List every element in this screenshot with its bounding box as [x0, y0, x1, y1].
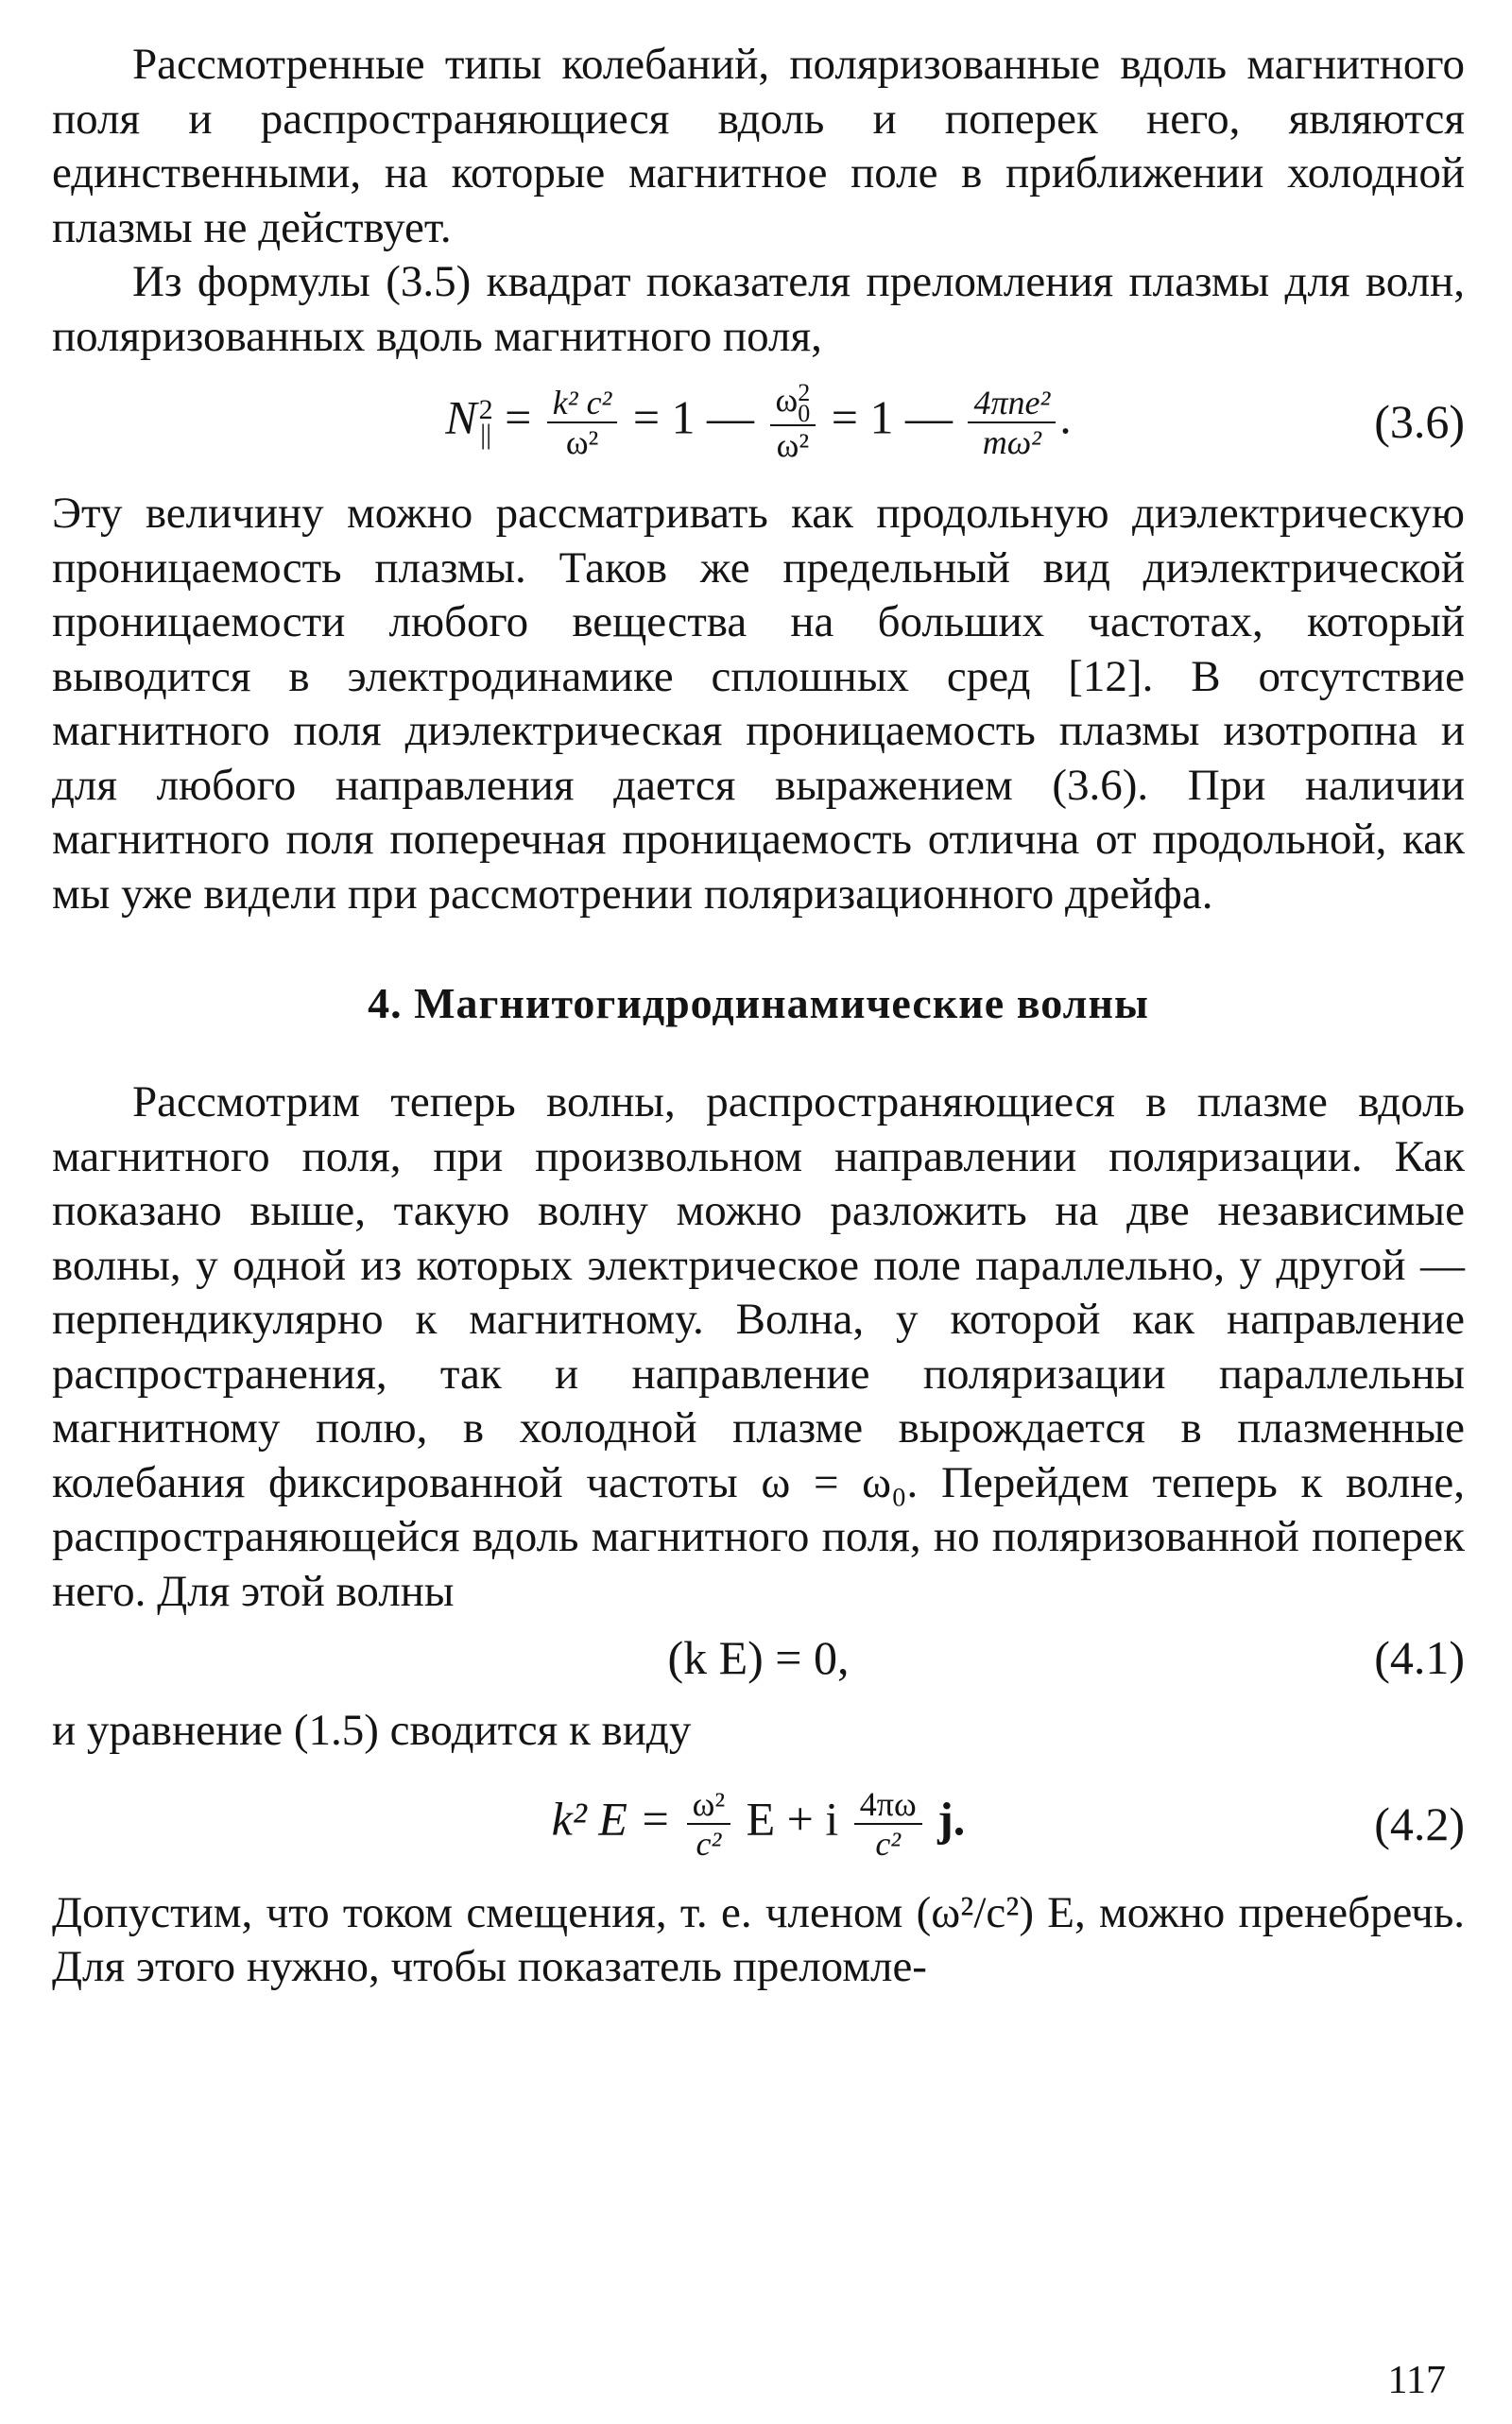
eq42-frac2-num: 4πω: [859, 1784, 917, 1823]
section-title: 4. Магнитогидродинамические волны: [368, 979, 1149, 1027]
eq42-frac1-den: c²: [687, 1823, 731, 1863]
page-number: 117: [1387, 2359, 1446, 2402]
paragraph-5: и уравнение (1.5) сводится к виду: [52, 1706, 692, 1755]
eq42-frac1-num: ω²: [692, 1784, 726, 1823]
eq36-frac3-den: mω²: [968, 421, 1056, 461]
eq36-frac1-num: k² c²: [552, 383, 612, 421]
eq36-mid1: = 1 —: [632, 390, 755, 444]
eq36-frac3-num: 4πne²: [973, 383, 1051, 421]
eq42-mid: E + i: [746, 1791, 839, 1845]
eq36-lhs: N: [445, 390, 477, 444]
paragraph-3: Эту величину можно рассматривать как продольную диэлектрическую проницаемость плазмы. Таков же предельный вид диэлектрической проницаемости любого вещества на больших частотах, который выводится в электродинамике сплошных сред [12]. В отсутствие магнитного поля диэлектрическая проницаемость плазмы изотропна и для любого направления дается выражением (3.6). При наличии магнитного поля поперечная проницаемость отлична от продольной, как мы уже видели при рассмотрении поляризационного дрейфа.: [52, 489, 1465, 919]
eq36-lhs-sub: ||: [480, 418, 492, 450]
eq36-lhs-sup: 2: [478, 393, 493, 425]
equation-number-4-1: (4.1): [1374, 1631, 1465, 1684]
eq42-frac1: [687, 1785, 731, 1863]
equation-number-4-2: (4.2): [1374, 1797, 1465, 1850]
equation-number-3-6: (3.6): [1374, 395, 1465, 448]
equation-4-1: [52, 1619, 1465, 1704]
eq36-frac1-den: ω²: [547, 421, 618, 461]
eq36-frac1: [547, 384, 618, 461]
eq42-lhs: k² E =: [551, 1791, 672, 1845]
equation-3-6: [52, 364, 1465, 487]
eq42-frac2-den: c²: [854, 1823, 922, 1863]
eq42-end: j.: [937, 1791, 966, 1845]
eq36-frac2-num-wrap: [770, 378, 816, 427]
eq36-mid2: = 1 —: [831, 390, 953, 444]
paragraph-1: Рассмотренные типы колебаний, поляризованные вдоль магнитного поля и распространяющиеся вдоль и поперек него, являются единственными, на которые магнитное поле в приближении холодной плазмы не действует.: [52, 40, 1465, 252]
eq42-frac2: [854, 1785, 922, 1863]
paragraph-6: Допустим, что током смещения, т. е. членом (ω²/c²) E, можно пренебречь. Для этого нужно, чтобы показатель преломле-: [52, 1887, 1465, 1991]
eq36-frac2-den: ω²: [770, 424, 816, 464]
eq36-frac2-num: ω: [775, 381, 799, 419]
paragraph-4: Рассмотрим теперь волны, распространяющиеся в плазме вдоль магнитного поля, при произвольном направлении поляризации. Как показано выше, такую волну можно разложить на две независимые волны, у одной из которых электрическое поле параллельно, у другой — перпендикулярно к магнитному. Волна, у которой как направление распространения, так и направление поляризации параллельны магнитному полю, в холодной плазме вырождается в плазменные колебания фиксированной частоты ω = ω₀. Перейдем теперь к волне, распространяющейся вдоль магнитного поля, но поляризованной поперек него. Для этой волны: [52, 1077, 1465, 1616]
eq36-frac3: [968, 384, 1056, 461]
eq36-frac2-num-sup: 2: [798, 378, 811, 406]
eq36-frac2: [770, 378, 816, 464]
eq36-end: .: [1059, 390, 1072, 444]
eq41-body: (k E) = 0,: [667, 1631, 850, 1684]
paragraph-2: Из формулы (3.5) квадрат показателя преломления плазмы для волн, поляризованных вдоль магнитного поля,: [52, 257, 1465, 361]
page-body: [52, 38, 1465, 1995]
eq36-frac2-num-sub: 0: [798, 399, 811, 427]
equation-4-2: [52, 1759, 1465, 1886]
eq36-eq: =: [505, 390, 532, 444]
